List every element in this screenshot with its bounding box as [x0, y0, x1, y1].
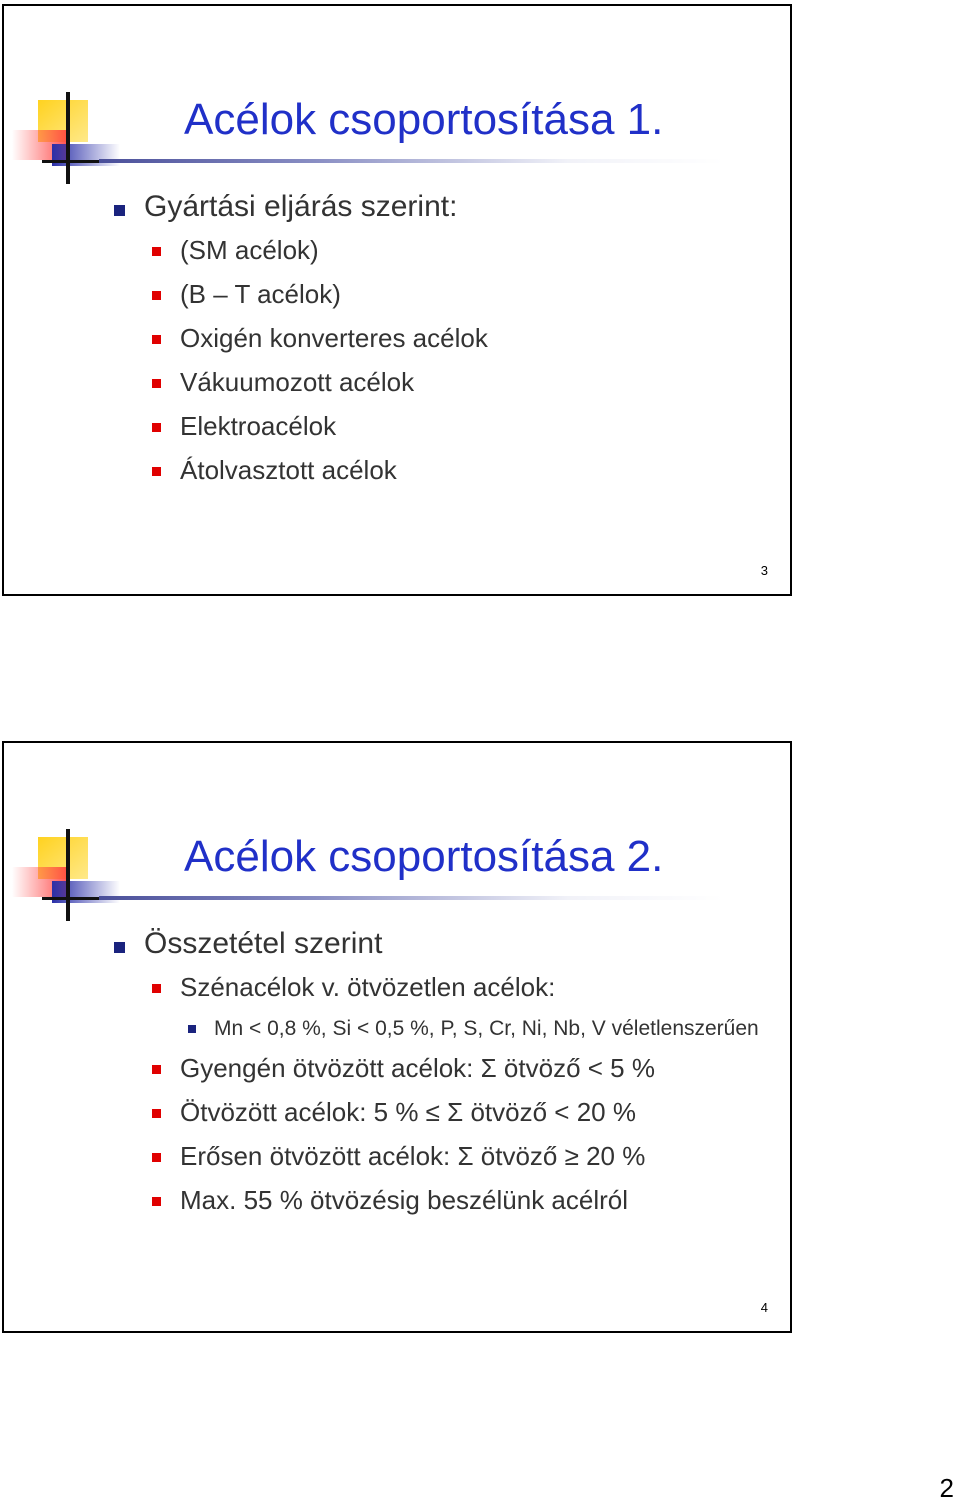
list-item: Szénacélok v. ötvözetlen acélok: [148, 970, 772, 1004]
slide-number: 4 [760, 1300, 768, 1315]
list-item: (SM acélok) [148, 233, 772, 267]
title-underline [99, 159, 724, 163]
bullet-list [112, 189, 772, 497]
slide-logo-icon [12, 92, 122, 184]
list-item: Max. 55 % ötvözésig beszélünk acélról [148, 1183, 772, 1217]
list-item: Átolvasztott acélok [148, 453, 772, 487]
list-item: Vákuumozott acélok [148, 365, 772, 399]
page-number: 2 [939, 1473, 954, 1503]
list-item: Ötvözött acélok: 5 % ≤ Σ ötvöző < 20 % [148, 1095, 772, 1129]
bullet-list [112, 926, 772, 1227]
list-item: Gyengén ötvözött acélok: Σ ötvöző < 5 % [148, 1051, 772, 1085]
slide-logo-icon [12, 829, 122, 921]
title-underline [99, 896, 724, 900]
bullet-heading: Összetétel szerint [112, 926, 772, 962]
list-item: Elektroacélok [148, 409, 772, 443]
list-item: Mn < 0,8 %, Si < 0,5 %, P, S, Cr, Ni, Nb, V véletlenszerűen [182, 1014, 772, 1043]
slide-title: Acélok csoportosítása 1. [184, 95, 664, 144]
list-item: (B – T acélok) [148, 277, 772, 311]
bullet-heading: Gyártási eljárás szerint: [112, 189, 772, 225]
list-item: Oxigén konverteres acélok [148, 321, 772, 355]
slide-title: Acélok csoportosítása 2. [184, 832, 664, 881]
slide-2 [2, 741, 792, 1333]
slide-1 [2, 4, 792, 596]
list-item: Erősen ötvözött acélok: Σ ötvöző ≥ 20 % [148, 1139, 772, 1173]
slide-number: 3 [760, 563, 768, 578]
